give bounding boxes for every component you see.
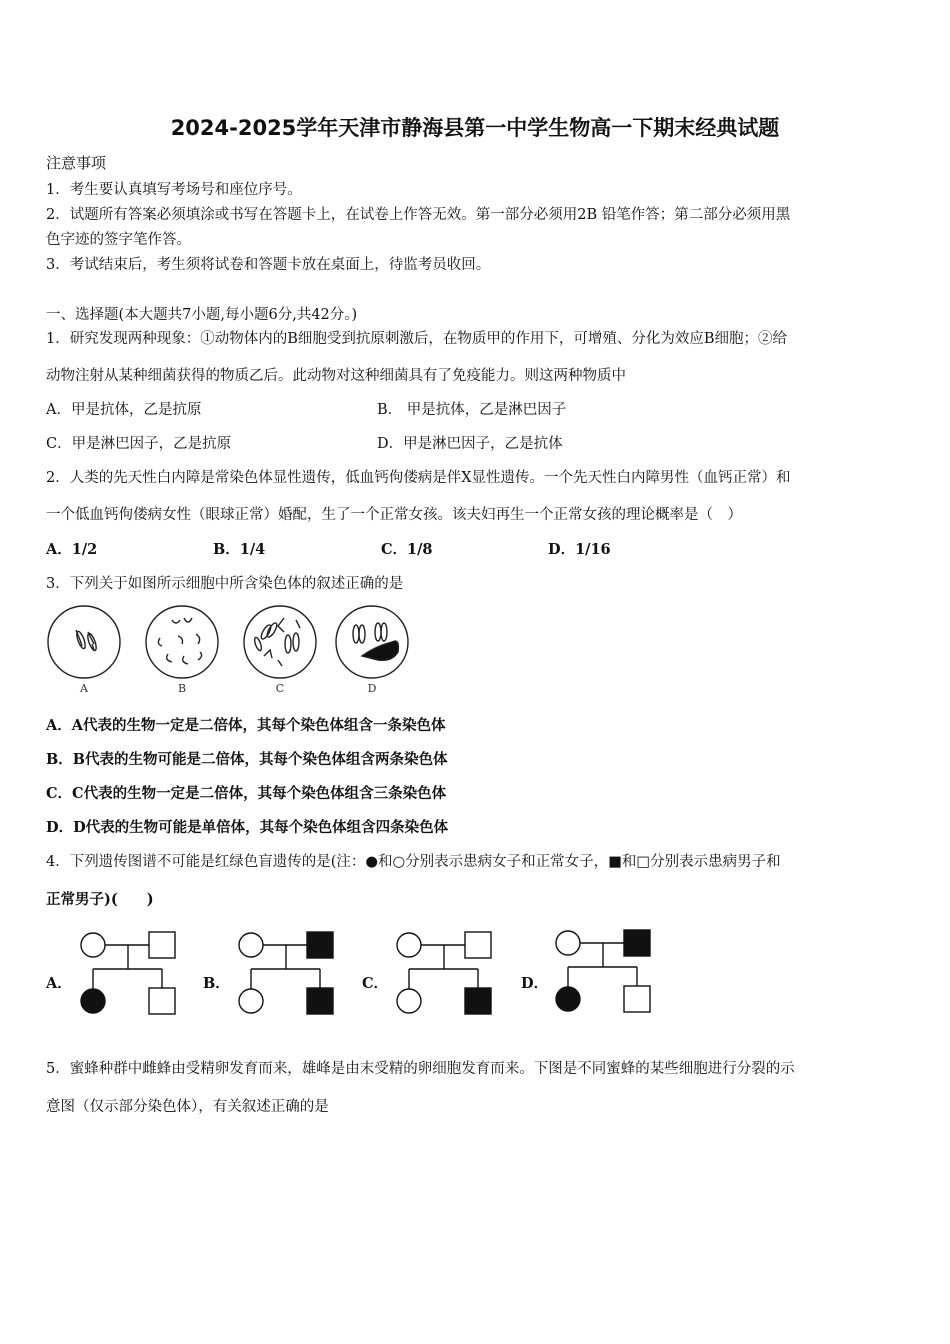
q4-option-b-label[interactable]: B．: [203, 975, 230, 992]
q4-option-a-label[interactable]: A．: [46, 975, 72, 992]
figure-label-c: C: [275, 682, 285, 695]
q3-cell-figure: [44, 600, 424, 700]
page-title: 2024-2025学年天津市静海县第一中学生物高一下期末经典试题: [170, 116, 780, 140]
q2-option-d[interactable]: D．1/16: [548, 541, 611, 558]
figure-label-b: B: [177, 682, 187, 695]
q2-option-c[interactable]: C．1/8: [381, 541, 433, 558]
q1-stem-line2: 动物注射从某种细菌获得的物质乙后。此动物对这种细菌具有了免疫能力。则这两种物质中: [46, 368, 626, 384]
pedigree-c: [394, 928, 498, 1020]
q2-option-b[interactable]: B．1/4: [213, 541, 266, 558]
q4-option-c-label[interactable]: C．: [362, 975, 389, 992]
q3-stem: 3．下列关于如图所示细胞中所含染色体的叙述正确的是: [46, 576, 404, 592]
q1-option-c[interactable]: C．甲是淋巴因子，乙是抗原: [46, 436, 232, 452]
q5-stem-line2: 意图（仅示部分染色体），有关叙述正确的是: [46, 1099, 329, 1115]
q4-stem-line1: 4．下列遗传图谱不可能是红绿色盲遗传的是(注：●和○分别表示患病女子和正常女子，■和□分别表示患病男子和: [46, 854, 781, 870]
figure-label-d: D: [367, 682, 377, 695]
notice-item: 色字迹的签字笔作答。: [46, 232, 191, 248]
q3-option-a[interactable]: A．A代表的生物一定是二倍体，其每个染色体组含一条染色体: [46, 717, 446, 734]
q1-option-a[interactable]: A．甲是抗体，乙是抗原: [46, 402, 202, 418]
q2-stem-line1: 2．人类的先天性白内障是常染色体显性遗传，低血钙佝偻病是伴X显性遗传。一个先天性白内障男性（血钙正常）和: [46, 470, 791, 486]
notice-item: 2．试题所有答案必须填涂或书写在答题卡上，在试卷上作答无效。第一部分必须用2B 铅笔作答；第二部分必须用黑: [46, 207, 791, 223]
q3-option-b[interactable]: B．B代表的生物可能是二倍体，其每个染色体组含两条染色体: [46, 751, 448, 768]
q1-option-b[interactable]: B． 甲是抗体，乙是淋巴因子: [377, 402, 567, 418]
q4-option-d-label[interactable]: D．: [521, 975, 549, 992]
q2-stem-line2: 一个低血钙佝偻病女性（眼球正常）婚配，生了一个正常女孩。该夫妇再生一个正常女孩的理论概率是（ ）: [46, 507, 742, 523]
q2-option-a[interactable]: A．1/2: [46, 541, 98, 558]
q3-option-d[interactable]: D．D代表的生物可能是单倍体，其每个染色体组含四条染色体: [46, 819, 449, 836]
section-heading: 一、选择题(本大题共7小题,每小题6分,共42分。): [46, 307, 358, 323]
pedigree-b: [236, 928, 340, 1020]
q5-stem-line1: 5．蜜蜂种群中雌蜂由受精卵发育而来，雄峰是由末受精的卵细胞发育而来。下图是不同蜜蜂的某些细胞进行分裂的示: [46, 1061, 795, 1077]
figure-label-a: A: [80, 682, 88, 695]
q4-stem-line2: 正常男子)( ): [46, 891, 154, 908]
notice-heading: 注意事项: [46, 154, 107, 172]
q1-option-d[interactable]: D．甲是淋巴因子，乙是抗体: [377, 436, 563, 452]
notice-item: 1．考生要认真填写考场号和座位序号。: [46, 182, 302, 198]
cell-a: [48, 606, 120, 678]
notice-item: 3．考试结束后，考生须将试卷和答题卡放在桌面上，待监考员收回。: [46, 257, 491, 273]
pedigree-a: [78, 928, 182, 1020]
q1-stem-line1: 1．研究发现两种现象：①动物体内的B细胞受到抗原刺激后，在物质甲的作用下，可增殖、分化为效应B细胞；②给: [46, 331, 788, 347]
q3-option-c[interactable]: C．C代表的生物一定是二倍体，其每个染色体组含三条染色体: [46, 785, 447, 802]
pedigree-d: [553, 926, 657, 1018]
